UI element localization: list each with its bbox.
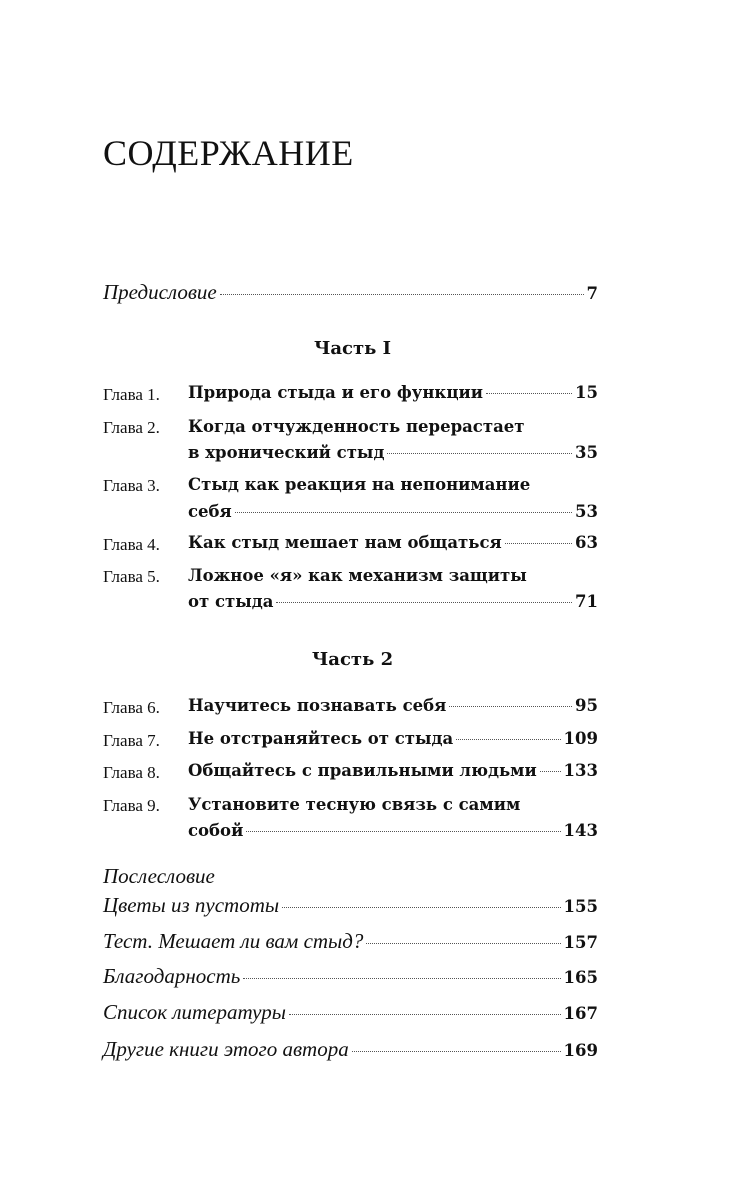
chapter-title[interactable]: Когда отчужденность перерастает (188, 417, 525, 436)
toc-entry-chapter[interactable] (188, 821, 598, 845)
toc-entry-chapter[interactable] (188, 761, 598, 785)
page-number: 109 (563, 729, 598, 748)
page-number: 7 (586, 284, 598, 303)
chapter-title-cont: от стыда (188, 592, 274, 611)
chapter-title-cont: в хронический стыд (188, 443, 385, 462)
toc-entry-chapter[interactable] (188, 443, 598, 467)
chapter-title: Не отстраняйтесь от стыда (188, 729, 454, 748)
page-number: 165 (563, 968, 598, 987)
chapter-title[interactable]: Установите тесную связь с самим (188, 795, 521, 814)
chapter-title[interactable]: Ложное «я» как механизм защиты (188, 566, 527, 585)
toc-entry-backmatter[interactable] (103, 929, 598, 953)
chapter-number: Глава 3. (103, 476, 160, 495)
chapter-number: Глава 8. (103, 763, 160, 782)
dot-leader (456, 739, 560, 740)
toc-entry-chapter[interactable] (188, 592, 598, 616)
page-number: 133 (563, 761, 598, 780)
page-number: 169 (563, 1041, 598, 1060)
chapter-title-cont: себя (188, 502, 232, 521)
chapter-title[interactable]: Стыд как реакция на непонимание (188, 475, 531, 494)
dot-leader (235, 512, 572, 513)
dot-leader (276, 602, 572, 603)
toc-entry-chapter[interactable] (188, 533, 598, 557)
toc-entry-backmatter[interactable] (103, 964, 598, 988)
chapter-title: Как стыд мешает нам общаться (188, 533, 502, 552)
entry-label: Список литературы (103, 1000, 286, 1024)
chapter-title: Научитесь познавать себя (188, 696, 447, 715)
dot-leader (282, 907, 560, 908)
dot-leader (352, 1051, 561, 1052)
chapter-title: Общайтесь с правильными людьми (188, 761, 537, 780)
chapter-title-cont: собой (188, 821, 244, 840)
toc-entry-chapter[interactable] (188, 729, 598, 753)
dot-leader (289, 1014, 561, 1015)
dot-leader (246, 831, 560, 832)
dot-leader (387, 453, 572, 454)
entry-label: Предисловие (103, 280, 217, 304)
toc-entry-backmatter[interactable] (103, 1037, 598, 1061)
part-heading: Часть 2 (311, 649, 394, 670)
page-number: 15 (575, 383, 598, 402)
chapter-number: Глава 7. (103, 731, 160, 750)
page-number: 63 (575, 533, 598, 552)
dot-leader (486, 393, 572, 394)
page-number: 167 (563, 1004, 598, 1023)
page-number: 53 (575, 502, 598, 521)
toc-entry-chapter[interactable] (188, 383, 598, 407)
page-number: 71 (575, 592, 598, 611)
part-heading: Часть I (313, 338, 392, 359)
chapter-number: Глава 5. (103, 567, 160, 586)
page-number: 143 (563, 821, 598, 840)
dot-leader (449, 706, 572, 707)
dot-leader (540, 771, 561, 772)
entry-label: Благодарность (103, 964, 241, 988)
dot-leader (243, 978, 560, 979)
page-number: 157 (563, 933, 598, 952)
page-title: СОДЕРЖАНИЕ (103, 133, 354, 173)
dot-leader (220, 294, 584, 295)
toc-entry-backmatter[interactable] (103, 893, 598, 917)
chapter-number: Глава 1. (103, 385, 160, 404)
page-number: 95 (575, 696, 598, 715)
afterword-label[interactable]: Послесловие (103, 864, 215, 888)
dot-leader (505, 543, 572, 544)
chapter-title: Природа стыда и его функции (188, 383, 484, 402)
page-number: 35 (575, 443, 598, 462)
toc-entry-chapter[interactable] (188, 502, 598, 526)
toc-entry-chapter[interactable] (188, 696, 598, 720)
dot-leader (366, 943, 560, 944)
chapter-number: Глава 4. (103, 535, 160, 554)
entry-label: Тест. Мешает ли вам стыд? (103, 929, 364, 953)
chapter-number: Глава 6. (103, 698, 160, 717)
toc-entry-backmatter[interactable] (103, 1000, 598, 1024)
chapter-number: Глава 2. (103, 418, 160, 437)
entry-label: Цветы из пустоты (103, 893, 280, 917)
entry-label: Другие книги этого автора (103, 1037, 349, 1061)
toc-entry-preface[interactable] (103, 280, 598, 304)
page-number: 155 (563, 897, 598, 916)
chapter-number: Глава 9. (103, 796, 160, 815)
